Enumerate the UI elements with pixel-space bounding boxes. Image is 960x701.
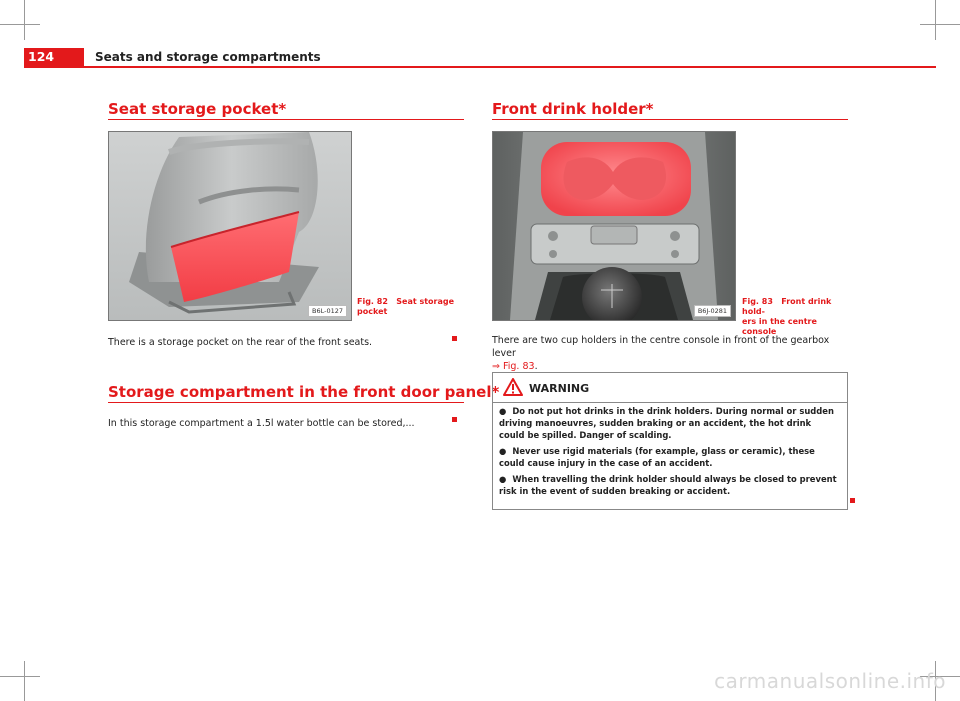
paragraph-end: . bbox=[534, 361, 538, 372]
chapter-title: Seats and storage compartments bbox=[95, 50, 321, 64]
caption-text-1: Seat storage bbox=[396, 297, 455, 306]
paragraph-text: There are two cup holders in the centre console in front of the gearbox lever bbox=[492, 335, 830, 359]
figure-link[interactable]: ⇒ Fig. 83 bbox=[492, 361, 535, 372]
figure-caption bbox=[742, 297, 842, 337]
watermark: carmanualsonline.info bbox=[714, 669, 946, 693]
crop-mark bbox=[24, 0, 25, 40]
warning-item: ● When travelling the drink holder should always be closed to prevent risk in the event of sudden breaking or accident. bbox=[499, 474, 837, 496]
console-illustration bbox=[493, 132, 735, 320]
figure-drink-holder bbox=[492, 131, 736, 321]
page-number: 124 bbox=[28, 49, 55, 64]
figure-code: B6L-0127 bbox=[308, 305, 347, 317]
paragraph-seat-pocket: There is a storage pocket on the rear of the front seats. bbox=[108, 337, 373, 348]
crop-mark bbox=[24, 661, 25, 701]
end-mark bbox=[850, 498, 855, 503]
crop-mark bbox=[935, 0, 936, 40]
crop-mark bbox=[0, 676, 40, 677]
caption-text-2: ers in the centre console bbox=[742, 317, 817, 336]
header-rule bbox=[24, 66, 936, 68]
section-rule bbox=[492, 119, 848, 120]
section-title-drink-holder: Front drink holder* bbox=[492, 100, 654, 118]
section-rule bbox=[108, 402, 464, 403]
figure-code: B6J-0281 bbox=[694, 305, 731, 317]
paragraph-door-panel: In this storage compartment a 1.5l water bottle can be stored,... bbox=[108, 418, 415, 429]
end-mark bbox=[452, 417, 457, 422]
warning-header bbox=[493, 373, 847, 403]
caption-label: Fig. 82 bbox=[357, 297, 388, 306]
warning-box bbox=[492, 372, 848, 510]
section-title-door-panel: Storage compartment in the front door panel* bbox=[108, 383, 500, 401]
seat-illustration bbox=[109, 132, 351, 320]
warning-title: WARNING bbox=[529, 382, 590, 395]
warning-item: ● Never use rigid materials (for example, glass or ceramic), these could cause injury in the case of an accident. bbox=[499, 446, 815, 468]
section-title-seat-pocket: Seat storage pocket* bbox=[108, 100, 287, 118]
paragraph-drink-holder bbox=[492, 334, 852, 373]
warning-list bbox=[493, 403, 843, 499]
caption-label: Fig. 83 bbox=[742, 297, 773, 306]
figure-caption bbox=[357, 297, 457, 317]
figure-seat-pocket bbox=[108, 131, 352, 321]
warning-item: ● Do not put hot drinks in the drink holders. During normal or sudden driving manoeuvres, sudden braking or an accident, the hot drink could be spilled. Danger of scalding. bbox=[499, 406, 834, 440]
end-mark bbox=[452, 336, 457, 341]
section-rule bbox=[108, 119, 464, 120]
crop-mark bbox=[920, 24, 960, 25]
caption-text-1: Front drink hold- bbox=[742, 297, 832, 316]
caption-text-2: pocket bbox=[357, 307, 388, 316]
warning-triangle-icon bbox=[503, 378, 523, 396]
crop-mark bbox=[0, 24, 40, 25]
